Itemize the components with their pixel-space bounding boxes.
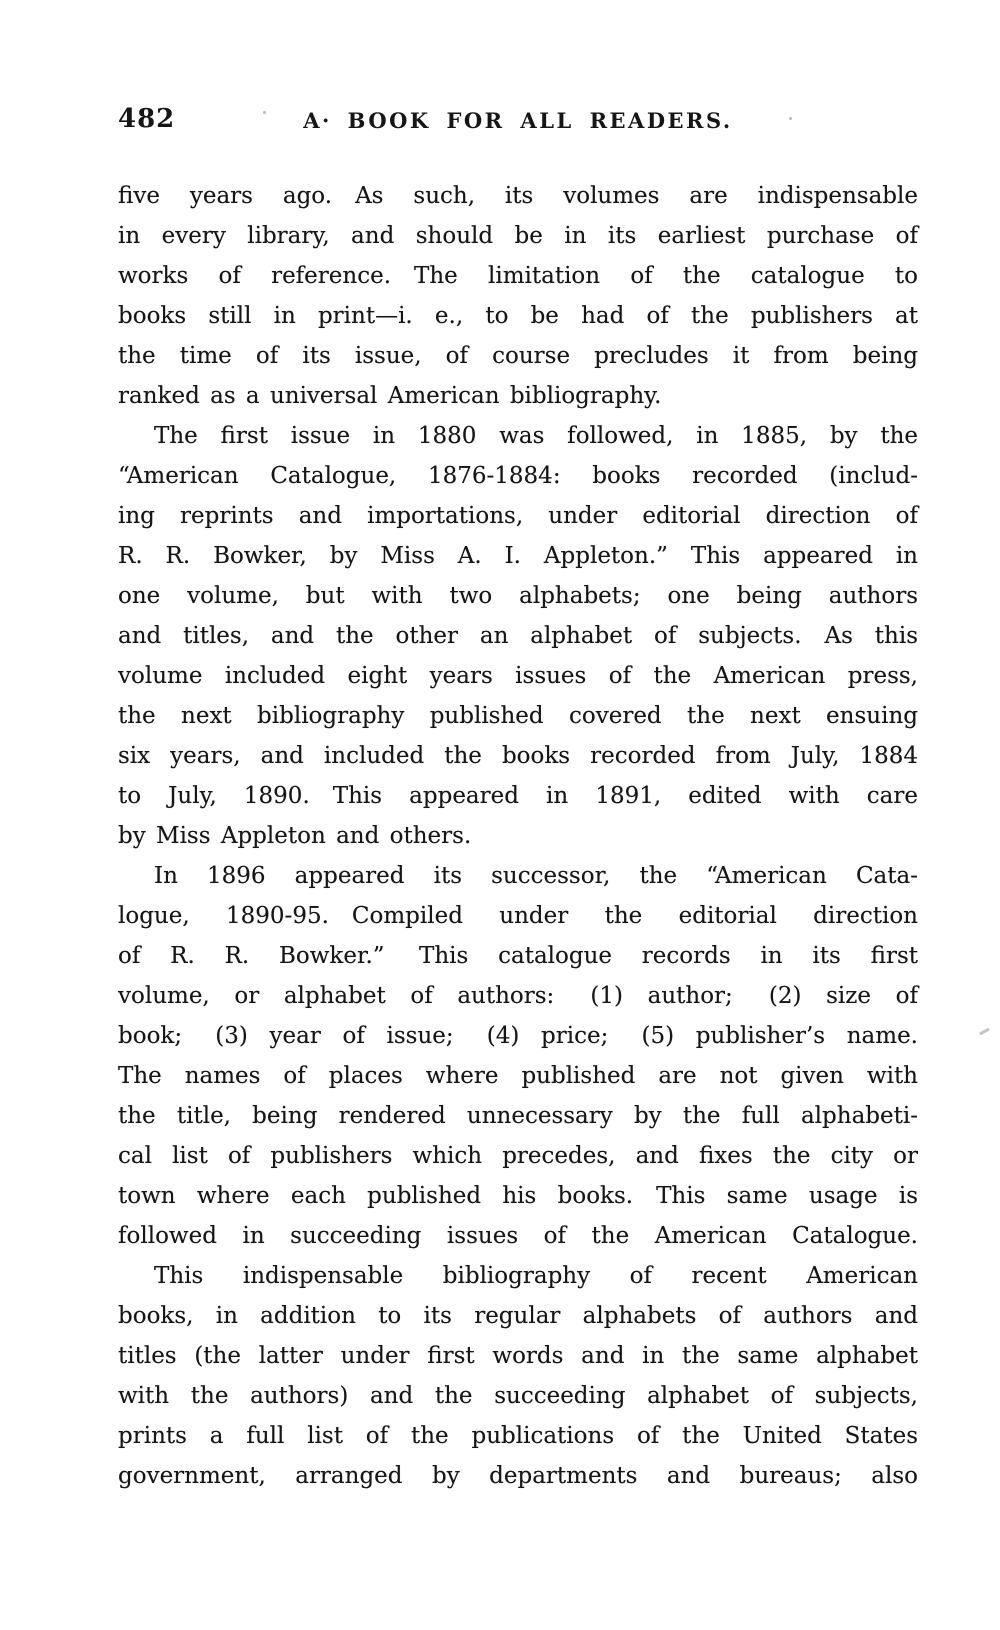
text-line: with the authors) and the succeeding alphabet of subjects, bbox=[118, 1383, 918, 1409]
text-line: logue, 1890-95. Compiled under the editorial direction bbox=[118, 903, 918, 929]
text-line: the time of its issue, of course precludes it from being bbox=[118, 343, 918, 369]
text-line: This indispensable bibliography of recent American bbox=[154, 1263, 918, 1289]
paragraph bbox=[118, 1256, 918, 1496]
scan-speck bbox=[263, 111, 266, 114]
text-line: the title, being rendered unnecessary by the full alphabeti- bbox=[118, 1103, 918, 1129]
text-line: followed in succeeding issues of the American Catalogue. bbox=[118, 1223, 918, 1249]
scan-speck bbox=[789, 117, 792, 120]
body-text bbox=[118, 176, 918, 1496]
text-line: titles (the latter under first words and in the same alphabet bbox=[118, 1343, 918, 1369]
text-line: cal list of publishers which precedes, and fixes the city or bbox=[118, 1143, 918, 1169]
running-title: A· BOOK FOR ALL READERS. bbox=[303, 108, 733, 133]
paragraph bbox=[118, 416, 918, 856]
text-line: five years ago. As such, its volumes are indispensable bbox=[118, 183, 918, 209]
text-line: to July, 1890. This appeared in 1891, edited with care bbox=[118, 783, 918, 809]
paragraph bbox=[118, 176, 918, 416]
text-line: The names of places where published are not given with bbox=[118, 1063, 918, 1089]
text-line: of R. R. Bowker.” This catalogue records in its first bbox=[118, 943, 918, 969]
text-line: by Miss Appleton and others. bbox=[118, 823, 472, 849]
paragraph bbox=[118, 856, 918, 1256]
text-line: volume, or alphabet of authors: (1) author; (2) size of bbox=[118, 983, 918, 1009]
text-line: one volume, but with two alphabets; one being authors bbox=[118, 583, 918, 609]
text-line: in every library, and should be in its earliest purchase of bbox=[118, 223, 918, 249]
text-line: R. R. Bowker, by Miss A. I. Appleton.” This appeared in bbox=[118, 543, 918, 569]
scan-artifact-mark bbox=[979, 1028, 990, 1036]
page-number: 482 bbox=[118, 104, 176, 134]
text-line: six years, and included the books recorded from July, 1884 bbox=[118, 743, 918, 769]
text-line: ranked as a universal American bibliography. bbox=[118, 383, 662, 409]
text-line: prints a full list of the publications of the United States bbox=[118, 1423, 918, 1449]
text-line: books still in print—i. e., to be had of the publishers at bbox=[118, 303, 918, 329]
text-line: town where each published his books. This same usage is bbox=[118, 1183, 918, 1209]
text-line: In 1896 appeared its successor, the “American Cata- bbox=[154, 863, 918, 889]
text-line: volume included eight years issues of the American press, bbox=[118, 663, 918, 689]
text-line: books, in addition to its regular alphabets of authors and bbox=[118, 1303, 918, 1329]
text-line: “American Catalogue, 1876-1884: books recorded (includ- bbox=[118, 463, 918, 489]
page-header bbox=[118, 104, 918, 142]
text-line: government, arranged by departments and bureaus; also bbox=[118, 1463, 918, 1489]
text-line: the next bibliography published covered the next ensuing bbox=[118, 703, 918, 729]
text-line: book; (3) year of issue; (4) price; (5) publisher’s name. bbox=[118, 1023, 918, 1049]
text-line: works of reference. The limitation of the catalogue to bbox=[118, 263, 918, 289]
text-line: ing reprints and importations, under editorial direction of bbox=[118, 503, 918, 529]
text-line: The first issue in 1880 was followed, in 1885, by the bbox=[154, 423, 918, 449]
text-line: and titles, and the other an alphabet of subjects. As this bbox=[118, 623, 918, 649]
